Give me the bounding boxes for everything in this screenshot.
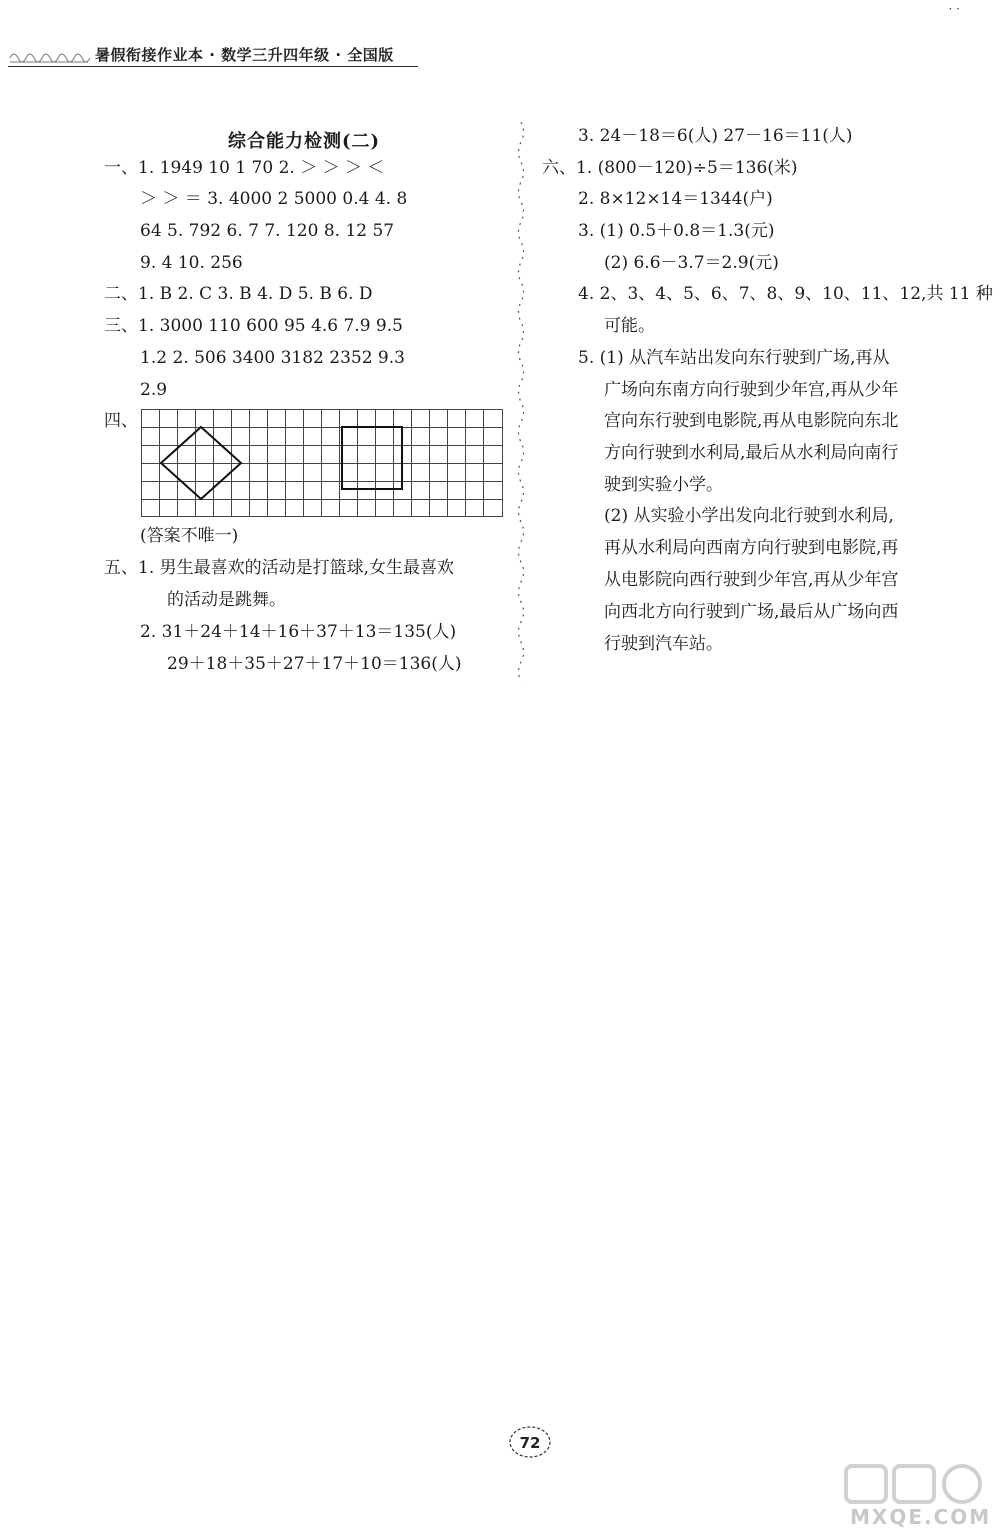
- watermark-text: MXQE.COM: [850, 1505, 992, 1529]
- answer-line: 2. 31＋24＋14＋16＋37＋13＝135(人): [140, 622, 457, 642]
- header-rule: [8, 66, 418, 67]
- corner-marks: · ·: [948, 2, 960, 16]
- answer-line: 广场向东南方向行驶到少年宫,再从少年: [604, 380, 899, 400]
- answer-line: 4. 2、3、4、5、6、7、8、9、10、11、12,共 11 种: [578, 284, 993, 304]
- column-separator: [512, 122, 530, 682]
- answer-line: ＞ ＞ ＝ 3. 4000 2 5000 0.4 4. 8: [140, 189, 408, 209]
- answer-line: 行驶到汽车站。: [604, 634, 723, 654]
- answer-line: 宫向东行驶到电影院,再从电影院向东北: [604, 411, 899, 431]
- answer-line: 64 5. 792 6. 7 7. 120 8. 12 57: [140, 221, 395, 241]
- answer-line: 5. (1) 从汽车站出发向东行驶到广场,再从: [578, 348, 890, 368]
- answer-line: 一、1. 1949 10 1 70 2. ＞ ＞ ＞ ＜: [104, 158, 385, 178]
- answer-line: 可能。: [604, 316, 655, 336]
- section-title: 综合能力检测(二): [228, 131, 381, 152]
- answer-line: 向西北方向行驶到广场,最后从广场向西: [604, 602, 899, 622]
- grid-answer-figure: [141, 409, 504, 518]
- answer-line: 从电影院向西行驶到少年宫,再从少年宫: [604, 570, 899, 590]
- answer-line: 1.2 2. 506 3400 3182 2352 9.3: [140, 348, 405, 368]
- header-title: 暑假衔接作业本 · 数学三升四年级 · 全国版: [95, 46, 394, 64]
- header-decoration: [8, 44, 90, 66]
- answer-line: 3. (1) 0.5＋0.8＝1.3(元): [578, 221, 775, 241]
- answer-line: 2. 8×12×14＝1344(户): [578, 189, 773, 209]
- answer-line: (2) 6.6－3.7＝2.9(元): [604, 253, 779, 273]
- answer-line: 驶到实验小学。: [604, 475, 723, 495]
- answer-line: 的活动是跳舞。: [167, 590, 286, 610]
- answer-line: (2) 从实验小学出发向北行驶到水利局,: [604, 506, 894, 526]
- answer-line: 三、1. 3000 110 600 95 4.6 7.9 9.5: [104, 316, 403, 336]
- page-number: 72: [519, 1434, 541, 1452]
- answer-note: (答案不唯一): [140, 526, 239, 546]
- answer-line: 2.9: [140, 380, 168, 400]
- answer-line: 29＋18＋35＋27＋17＋10＝136(人): [167, 654, 462, 674]
- answer-line: 六、1. (800－120)÷5＝136(米): [542, 158, 798, 178]
- answer-line: 再从水利局向西南方向行驶到电影院,再: [604, 538, 899, 558]
- answer-line: 3. 24－18＝6(人) 27－16＝11(人): [578, 126, 853, 146]
- answer-line: 四、: [104, 411, 138, 431]
- answer-line: 二、1. B 2. C 3. B 4. D 5. B 6. D: [104, 284, 373, 304]
- answer-line: 9. 4 10. 256: [140, 253, 243, 273]
- page-number-badge: [504, 1422, 556, 1462]
- answer-line: 方向行驶到水利局,最后从水利局向南行: [604, 443, 899, 463]
- answer-line: 五、1. 男生最喜欢的活动是打篮球,女生最喜欢: [104, 558, 455, 578]
